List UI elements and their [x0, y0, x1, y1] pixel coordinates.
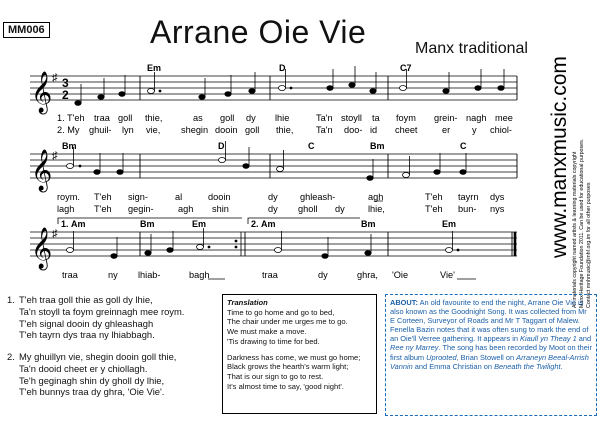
lyric: T'eh [425, 204, 443, 214]
translation-line: That is our sign to go to rest. [227, 371, 324, 381]
lyric: doo- [344, 125, 363, 135]
lyric: goll [220, 113, 235, 123]
chord-label: Am [71, 219, 86, 229]
side-copyright-line-2: Manx Heritage Foundation 2011. Can be used for educational purposes. [579, 138, 585, 308]
lyric: dy [318, 270, 328, 280]
lyric: shegin [181, 125, 209, 135]
verse-number: 1. [7, 294, 15, 305]
verse-2 [7, 351, 176, 398]
lyric: T'eh [94, 192, 112, 202]
about-text: . The song has been recorded by Moot on their first album [390, 343, 592, 362]
lyric: 2. My [57, 125, 80, 135]
about-reference: Uprooted [426, 352, 457, 362]
lyric: y [472, 125, 477, 135]
time-signature: 3 [62, 76, 69, 90]
svg-text:2: 2 [62, 88, 69, 102]
lyric: foym [396, 113, 416, 123]
verse-line: T'eh bunnys traa dy ghra, 'Oie Vie'. [19, 386, 165, 398]
verse-line: T'eh signal dooin dy ghleashagh [19, 317, 154, 329]
verse-1 [7, 294, 184, 341]
lyric: tayrn [458, 192, 479, 202]
chord-label: Em [192, 219, 207, 229]
about-reference: Kiaull yn Theay 1 [520, 334, 577, 344]
lyric: er [442, 125, 451, 135]
translation-line: 'Tis drawing to time for bed. [227, 336, 320, 346]
staff-2-notes [67, 141, 467, 180]
chord-label: Am [261, 219, 276, 229]
lyric: thie, [276, 125, 294, 135]
staff-1-notes [75, 66, 504, 105]
about-box [385, 294, 597, 416]
lyric: dooin [208, 192, 231, 202]
staff-2-lines [30, 154, 517, 178]
lyric: lhie, [368, 204, 385, 214]
volta-1: 1. [61, 219, 69, 229]
volta-2: 2. [251, 219, 259, 229]
lyric: grein- [434, 113, 458, 123]
chord-label: Bm [370, 141, 385, 151]
translation-heading: Translation [227, 298, 268, 307]
treble-clef-icon: 𝄞 [31, 71, 53, 112]
about-text: , Brian Stowell on [456, 352, 517, 362]
staff-3-notes [67, 228, 460, 258]
about-text: and [576, 334, 592, 344]
lyric: ta [372, 113, 380, 123]
lyric: ny [108, 270, 118, 280]
lyric: roym. [57, 192, 80, 202]
verse-line: T'eh tayrn dys traa ny lhiabbagh. [19, 329, 155, 341]
lyric: ghleash- [300, 192, 336, 202]
lyric: T'eh [94, 204, 112, 214]
side-copyright-line-3: Contact mnhmusic@mhf.org.im for all other purposes [586, 182, 592, 308]
verse-line: Te'h geginagh shin dy gholl dy lhie, [19, 374, 165, 386]
lyric: nys [490, 204, 505, 214]
chord-label: Em [442, 219, 457, 229]
lyric: traa [262, 270, 278, 280]
translation-line: The chair under me urges me to go. [227, 317, 348, 327]
lyric: mee [495, 113, 513, 123]
lyric: dy [268, 192, 278, 202]
lyric: Ta'n [316, 125, 333, 135]
lyric: gegin- [128, 204, 154, 214]
about-reference: Arraneyn Beeal-Arrish Vannin [390, 352, 589, 371]
verse-line: My ghuillyn vie, shegin dooin goll thie, [19, 351, 177, 362]
about-reference: Ree ny Marrey [390, 343, 439, 353]
chord-label: D [218, 141, 225, 151]
chord-label: Bm [140, 219, 155, 229]
lyric: Ta'n [316, 113, 333, 123]
translation-line: It's almost time to say, 'good night'. [227, 381, 344, 391]
lyric: Vie' [440, 270, 455, 280]
lyric: thie, [145, 113, 163, 123]
lyric: as [193, 113, 203, 123]
lyric: 1. T'eh [57, 113, 85, 123]
catalogue-code: MM006 [3, 22, 50, 38]
chord-label: C7 [400, 63, 412, 73]
side-copyright-line-1: All materials copyright named artists & learning materials copyright [572, 151, 578, 308]
lyric: stoyll [341, 113, 362, 123]
lyric: ghra, [357, 270, 378, 280]
lyric: traa [94, 113, 110, 123]
lyric: bagh [189, 270, 210, 280]
verse-line: Ta'n stoyll ta foym greinnagh mee roym. [19, 305, 185, 317]
lyric: gholl [298, 204, 318, 214]
about-text: An old favourite to end the night, Arrane Oie Vie is also known as the Goodnight Song. It was collected from Mr E Corteen, Surveyor of Roads and Mr T Taggart of Malew. Fenella Bazin notes that it was often sung to mark the end of an Oie'll Verree gathering. It appears in [390, 298, 589, 344]
chord-label: Bm [62, 141, 77, 151]
translation-line: Darkness has come, we must go home; [227, 352, 361, 362]
lyric: lhie [275, 113, 290, 123]
lyric: agh [178, 204, 194, 214]
verse-line: Ta'n dooid cheet er y chiollagh. [19, 362, 148, 374]
lyric: lhiab- [138, 270, 161, 280]
sharp-icon: ♯ [52, 228, 58, 240]
lyric: nagh [466, 113, 487, 123]
treble-clef-icon: 𝄞 [31, 227, 53, 268]
about-text: . [560, 361, 563, 371]
lyric: vie, [146, 125, 161, 135]
verse-number: 2. [7, 351, 15, 362]
lyric: goll [245, 125, 260, 135]
composer-credit: Manx traditional [415, 40, 528, 57]
page-title: Arrane Oie Vie [150, 14, 367, 50]
sharp-icon: ♯ [52, 150, 58, 162]
lyric: lagh [57, 204, 75, 214]
translation-box [222, 294, 377, 414]
about-reference: Beneath the Twilight [494, 361, 561, 371]
side-copyright [568, 8, 598, 308]
chord-label: D [279, 63, 286, 73]
lyric: bun- [458, 204, 477, 214]
lyric: chiol- [490, 125, 512, 135]
chord-label: Em [147, 63, 162, 73]
lyric: dy [246, 113, 256, 123]
lyric: cheet [395, 125, 418, 135]
lyric: ghuil- [89, 125, 112, 135]
lyric: dy [268, 204, 278, 214]
lyric: dooin [215, 125, 238, 135]
lyric: al [175, 192, 183, 202]
translation-line: Black grows the hearth's warm light; [227, 362, 349, 372]
lyric: dys [490, 192, 505, 202]
lyric: goll [118, 113, 133, 123]
lyric: 'Oie [392, 270, 409, 280]
lyric: lyn [122, 125, 134, 135]
side-website-text: www.manxmusic.com [548, 56, 571, 258]
lyric: id [370, 125, 378, 135]
verse-line: T'eh traa goll thie as goll dy lhie, [19, 294, 153, 305]
lyric: traa [62, 270, 78, 280]
lyric: agh [368, 192, 384, 202]
lyric: sign- [128, 192, 148, 202]
about-label: ABOUT: [390, 298, 418, 307]
chord-label: C [308, 141, 315, 151]
treble-clef-icon: 𝄞 [31, 149, 53, 190]
lyric: dy [335, 204, 345, 214]
lyric: T'eh [425, 192, 443, 202]
about-text: and Emma Christian on [412, 361, 495, 371]
translation-line: Time to go home and go to bed, [227, 307, 335, 317]
translation-line: We must make a move. [227, 327, 307, 337]
sharp-icon: ♯ [52, 72, 58, 84]
staff-3-lines [30, 232, 517, 256]
chord-label: C [460, 141, 467, 151]
lyric: shin [212, 204, 229, 214]
chord-label: Bm [361, 219, 376, 229]
